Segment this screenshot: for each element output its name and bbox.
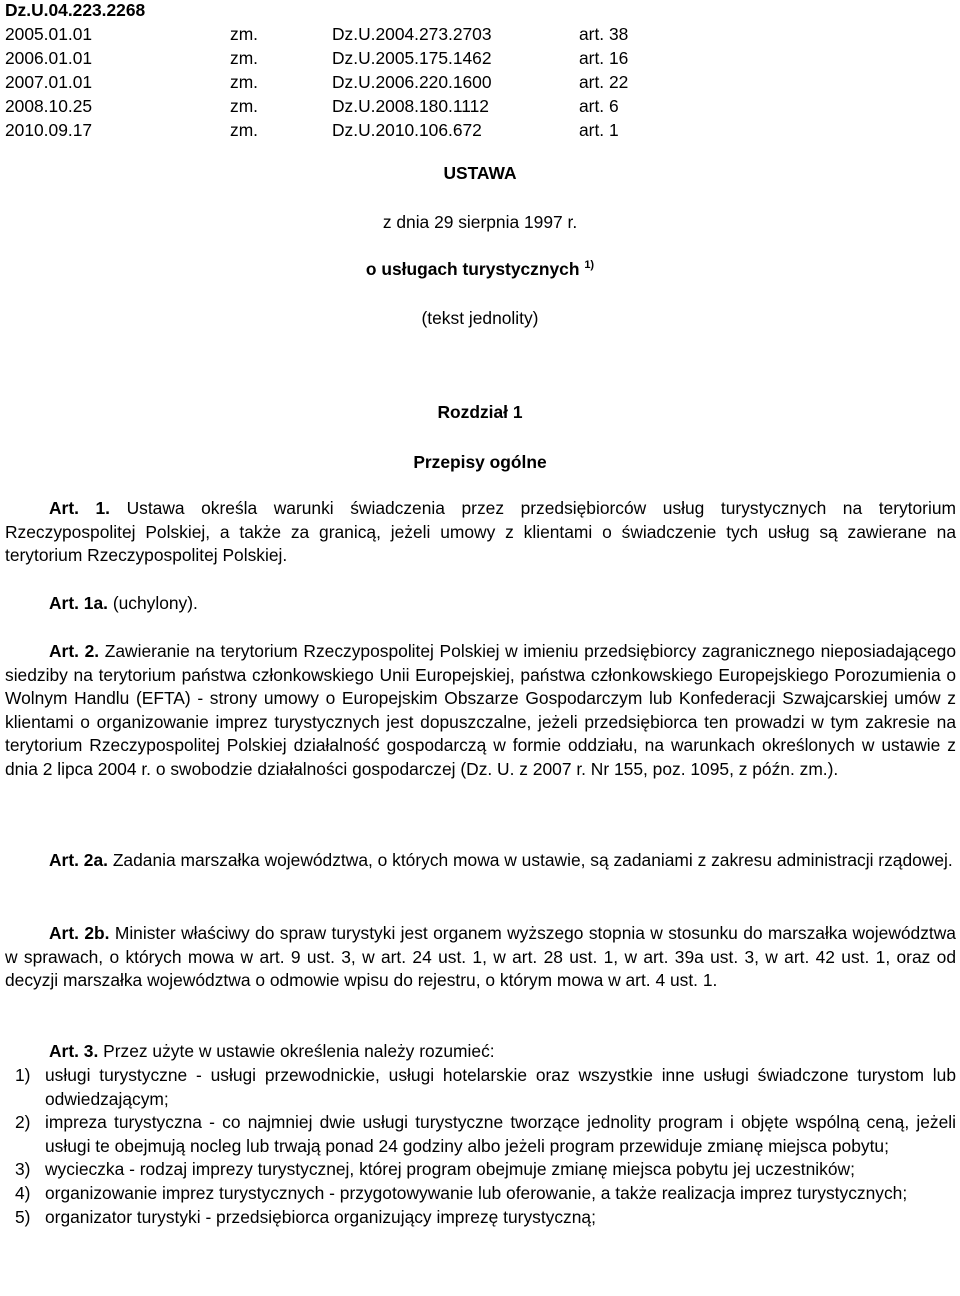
amendment-zm: zm. [230, 72, 259, 92]
chapter-number: Rozdział 1 [437, 402, 523, 422]
article-label: Art. 1a. [49, 593, 108, 613]
article-label: Art. 2a. [49, 850, 108, 870]
list-item [5, 1158, 956, 1182]
article-text: Ustawa określa warunki świadczenia przez przedsiębiorców usług turystycznych na terytorium Rzeczypospolitej Polskiej, a także za granicą, jeżeli umowy z klientami o świadczenie tych usług są zawierane na terytorium Rzeczypospolitej Polskiej. [5, 498, 956, 566]
amendment-reference: Dz.U.2005.175.1462 [332, 48, 492, 68]
amendment-reference: Dz.U.2008.180.1112 [332, 96, 489, 116]
article-text: Minister właściwy do spraw turystyki jest organem wyższego stopnia w stosunku do marszałka województwa w sprawach, o których mowa w art. 9 ust. 3, w art. 24 ust. 1, w art. 28 ust. 1, w art. 39a ust. 3, w art. 42 ust. 1, oraz od decyzji marszałka województwa o odmowie wpisu do rejestru, o którym mowa w art. 4 ust. 1. [5, 923, 956, 991]
article-text: Przez użyte w ustawie określenia należy rozumieć: [103, 1041, 495, 1061]
amendment-reference: Dz.U.2006.220.1600 [332, 72, 492, 92]
amendment-date: 2008.10.25 [5, 96, 93, 116]
act-subject-text: o usługach turystycznych [365, 259, 580, 279]
amendment-zm: zm. [230, 48, 259, 68]
article-2b [5, 922, 956, 993]
article-3 [5, 1040, 956, 1064]
article-1a [5, 592, 956, 616]
article-label: Art. 2. [49, 641, 100, 661]
amendment-date: 2005.01.01 [5, 24, 93, 44]
amendment-date: 2006.01.01 [5, 48, 93, 68]
amendment-date: 2007.01.01 [5, 72, 93, 92]
list-item-text: usługi turystyczne - usługi przewodnickie, usługi hotelarskie oraz wszystkie inne usługi świadczone turystom lub odwiedzającym; [45, 1065, 956, 1109]
list-item [5, 1064, 956, 1111]
list-item-text: organizowanie imprez turystycznych - przygotowywanie lub oferowanie, a także realizacja imprez turystycznych; [45, 1182, 908, 1203]
list-item-number: 3) [15, 1159, 31, 1180]
chapter-name: Przepisy ogólne [413, 452, 547, 472]
list-item [5, 1111, 956, 1158]
list-item-number: 5) [15, 1206, 31, 1227]
list-item [5, 1182, 956, 1206]
amendment-date: 2010.09.17 [5, 120, 93, 140]
amendment-zm: zm. [230, 24, 259, 44]
list-item-number: 4) [15, 1182, 31, 1203]
article-label: Art. 2b. [49, 923, 110, 943]
article-2a [5, 849, 956, 873]
article-label: Art. 3. [49, 1041, 99, 1061]
amendment-article: art. 16 [579, 48, 629, 68]
amendment-zm: zm. [230, 96, 259, 116]
list-item-text: wycieczka - rodzaj imprezy turystycznej, której program obejmuje zmianę miejsca pobytu jej uczestników; [45, 1159, 855, 1180]
amendment-zm: zm. [230, 120, 259, 140]
article-text: Zadania marszałka województwa, o których mowa w ustawie, są zadaniami z zakresu administracji rządowej. [112, 850, 953, 870]
list-item-text: organizator turystyki - przedsiębiorca organizujący imprezę turystyczną; [45, 1206, 596, 1227]
amendment-article: art. 6 [579, 96, 619, 116]
footnote-link[interactable]: 1) [584, 259, 595, 272]
article-label: Art. 1. [49, 498, 111, 518]
amendment-article: art. 1 [579, 120, 619, 140]
article-1 [5, 497, 956, 568]
consolidated-text-note: (tekst jednolity) [421, 308, 539, 328]
definitions-list [5, 1064, 956, 1229]
act-date: z dnia 29 sierpnia 1997 r. [382, 212, 578, 232]
list-item-number: 1) [15, 1065, 31, 1085]
journal-reference: Dz.U.04.223.2268 [5, 0, 146, 20]
article-text: Zawieranie na terytorium Rzeczypospolitej Polskiej w imieniu przedsiębiorcy zagranicznego nieposiadającego siedziby na terytorium państwa członkowskiego Unii Europejskiej, państwa członkowskiego Europejskiego Porozumienia o Wolnym Handlu (EFTA) - strony umowy o Europejskim Obszarze Gospodarczym lub Konfederacji Szwajcarskiej umów z klientami o organizowanie imprez turystycznych jest dopuszczalne, jeżeli przedsiębiorca ten prowadzi w tym zakresie na terytorium Rzeczypospolitej Polskiej działalność gospodarczą w formie oddziału, na warunkach określonych w ustawie z dnia 2 lipca 2004 r. o swobodzie działalności gospodarczej (Dz. U. z 2007 r. Nr 155, poz. 1095, z późn. zm.). [5, 641, 956, 779]
list-item [5, 1206, 956, 1230]
act-title: USTAWA [443, 163, 517, 183]
article-text: (uchylony). [112, 593, 198, 613]
amendment-article: art. 38 [579, 24, 629, 44]
list-item-number: 2) [15, 1112, 31, 1133]
article-2 [5, 640, 956, 782]
amendment-reference: Dz.U.2004.273.2703 [332, 24, 492, 44]
amendment-reference: Dz.U.2010.106.672 [332, 120, 482, 140]
list-item-text: impreza turystyczna - co najmniej dwie usługi turystyczne tworzące jednolity program i objęte wspólną ceną, jeżeli usługi te obejmują nocleg lub trwają ponad 24 godziny albo jeżeli program przewiduje zmianę miejsca pobytu; [45, 1112, 956, 1156]
act-subject [0, 257, 960, 281]
amendment-article: art. 22 [579, 72, 629, 92]
